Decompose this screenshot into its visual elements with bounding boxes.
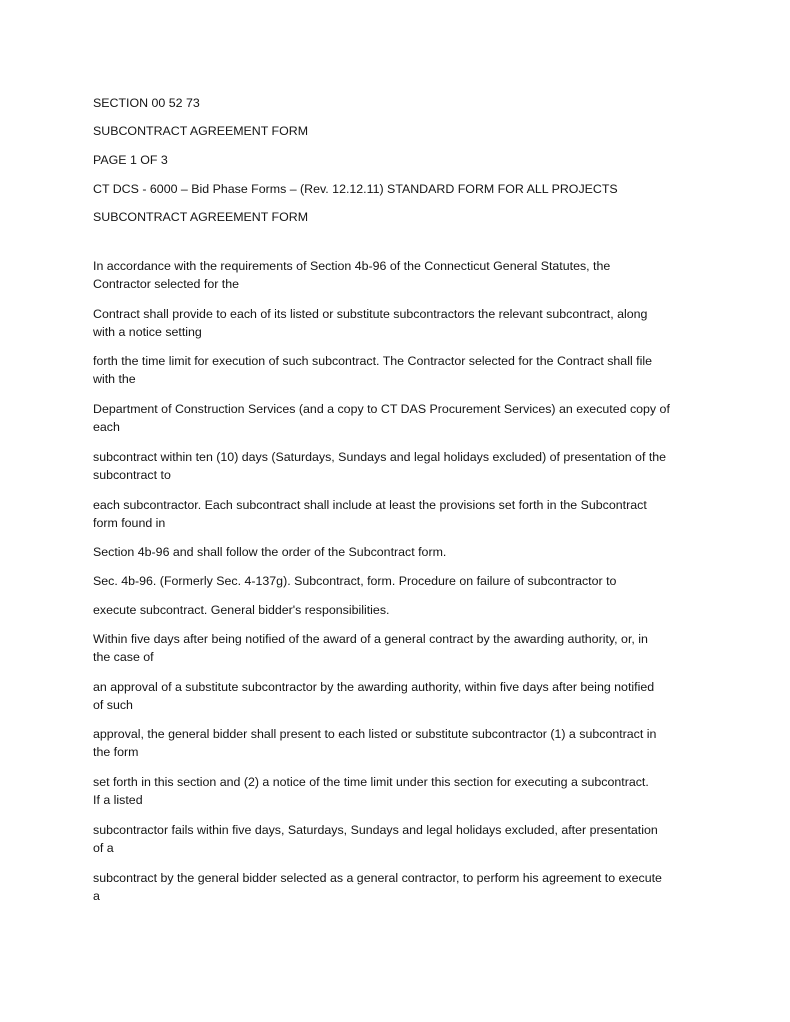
paragraph-line: Sec. 4b-96. (Formerly Sec. 4-137g). Subcontract, form. Procedure on failure of subcontractor to: [93, 573, 617, 588]
paragraph-line: an approval of a substitute subcontractor by the awarding authority, within five days after being notified: [93, 679, 655, 694]
paragraph-line: each subcontractor. Each subcontract shall include at least the provisions set forth in the Subcontract: [93, 497, 647, 512]
paragraph-line: If a listed: [93, 793, 143, 807]
paragraph-line: form found in: [93, 516, 166, 530]
paragraph-line: with the: [93, 372, 136, 386]
paragraph-line: approval, the general bidder shall present to each listed or substitute subcontractor (1) a subcontract in: [93, 726, 657, 741]
paragraph-line: subcontractor fails within five days, Saturdays, Sundays and legal holidays excluded, after presentation: [93, 822, 658, 837]
paragraph-line: Section 4b-96 and shall follow the order of the Subcontract form.: [93, 544, 447, 559]
section-number: SECTION 00 52 73: [93, 96, 200, 110]
paragraph-line: forth the time limit for execution of such subcontract. The Contractor selected for the Contract shall file: [93, 353, 652, 368]
paragraph-line: Within five days after being notified of the award of a general contract by the awarding authority, or, in: [93, 631, 648, 646]
paragraph-line: the case of: [93, 650, 154, 664]
paragraph-line: each: [93, 420, 120, 434]
paragraph-line: Contract shall provide to each of its listed or substitute subcontractors the relevant subcontract, along: [93, 306, 648, 321]
paragraph-line: Contractor selected for the: [93, 277, 240, 291]
paragraph: [93, 850, 713, 924]
paragraph-line: the form: [93, 745, 139, 759]
paragraph-line: subcontract by the general bidder selected as a general contractor, to perform his agreement to execute: [93, 870, 662, 885]
paragraph-line: with a notice setting: [93, 325, 202, 339]
page-indicator: PAGE 1 OF 3: [93, 153, 168, 167]
paragraph-line: subcontract to: [93, 468, 171, 482]
paragraph-line: execute subcontract. General bidder's responsibilities.: [93, 602, 390, 617]
paragraph-line: set forth in this section and (2) a notice of the time limit under this section for executing a subcontract.: [93, 774, 649, 789]
paragraph-line: subcontract within ten (10) days (Saturdays, Sundays and legal holidays excluded) of presentation of the: [93, 449, 667, 464]
document-subtitle: SUBCONTRACT AGREEMENT FORM: [93, 210, 309, 224]
paragraph-line: In accordance with the requirements of Section 4b-96 of the Connecticut General Statutes, the: [93, 258, 611, 273]
document-title: SUBCONTRACT AGREEMENT FORM: [93, 124, 309, 138]
paragraph-line: a: [93, 889, 100, 903]
paragraph-line: of such: [93, 698, 133, 712]
paragraph-line: of a: [93, 841, 114, 855]
form-identifier: CT DCS - 6000 – Bid Phase Forms – (Rev. 12.12.11) STANDARD FORM FOR ALL PROJECTS: [93, 182, 618, 196]
paragraph-line: Department of Construction Services (and a copy to CT DAS Procurement Services) an executed copy of: [93, 401, 670, 416]
